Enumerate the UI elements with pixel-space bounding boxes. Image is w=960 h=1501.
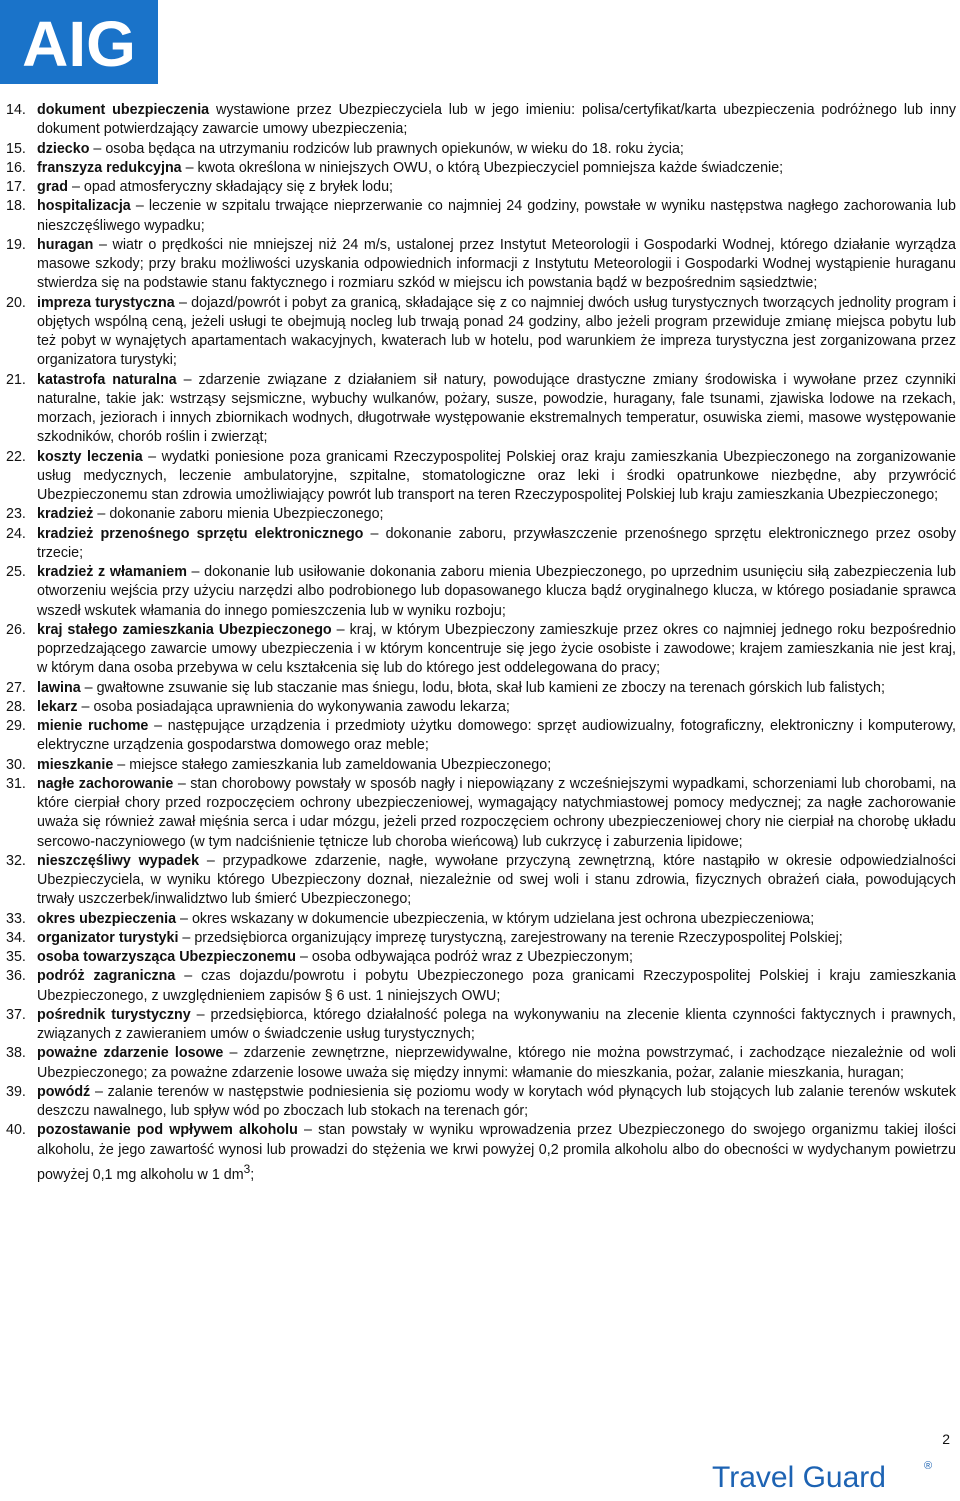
definition-body (37, 929, 956, 948)
definition-text: – wiatr o prędkości nie mniejszej niż 24 m/s, ustalonej przez Instytut Meteorologii i Gospodarki Wodnej, którego działanie wyrządza masowe szkody; przy braku możliwości uzyskania odpowiednich informacji z Instytutu Meteorologii i Gospodarki Wodnej wystąpienie huraganu stwierdza się na podstawie stanu faktycznego i rozmiaru szkód w miejscu ich powstania bądź w bezpośrednim sąsiedztwie; (37, 236, 956, 292)
definition-term: impreza turystyczna (37, 294, 175, 311)
definition-number: 17. (6, 179, 26, 195)
definition-text: – zdarzenie związane z działaniem sił natury, powodujące drastyczne zmiany środowiska i wywołane przez czynniki naturalne, takie jak: wstrząsy sejsmiczne, wybuchy wulkanów, pożary, susze, powodzie, huragany, fale tsunami, zjawiska lodowe na rzekach, morzach, jeziorach i innych zbiornikach wodnych, długotrwałe występowanie ekstremalnych temperatur, osuwiska ziemi, masowe występowanie szkodników, chorób roślin i zwierząt; (37, 371, 956, 446)
definition-term: lawina (37, 679, 81, 696)
definition-item (6, 101, 956, 140)
definition-body (37, 1121, 956, 1185)
definition-body (37, 178, 956, 197)
definition-number: 16. (6, 159, 26, 176)
definition-term: nagłe zachorowanie (37, 775, 174, 792)
definition-item (6, 159, 956, 178)
definition-item (6, 1044, 956, 1083)
definition-item (6, 775, 956, 852)
definition-text: – dojazd/powrót i pobyt za granicą, składające się z co najmniej dwóch usług turystycznych tworzących jednolity program i objętych wspólną ceną, jeżeli usługi te obejmują nocleg lub trwają ponad 24 godziny, albo jeżeli program przewiduje zmianę miejsca pobytu lub też pobyt w wynajętych apartamentach wakacyjnych, kwaterach lub w hotelu, pod warunkiem że impreza turystyczna jest zorganizowana przez organizatora turystyki; (37, 294, 956, 369)
definition-term: organizator turystyki (37, 929, 179, 946)
definition-number: 37. (6, 1006, 26, 1023)
definition-text: – dokonanie zaboru mienia Ubezpieczonego; (93, 506, 384, 523)
aig-logo-text: AIG (22, 8, 136, 80)
definition-term: franszyza redukcyjna (37, 159, 182, 176)
definition-term: kradzież (37, 506, 94, 523)
definition-item (6, 717, 956, 756)
definition-item (6, 448, 956, 506)
travel-guard-logo (710, 1456, 950, 1496)
definition-item (6, 756, 956, 775)
definition-item (6, 294, 956, 371)
definition-item (6, 1121, 956, 1185)
definition-text: – miejsce stałego zamieszkania lub zameldowania Ubezpieczonego; (113, 756, 552, 773)
definition-superscript: 3 (243, 1161, 251, 1176)
definition-item (6, 371, 956, 448)
definition-number: 14. (6, 102, 26, 118)
definition-item (6, 929, 956, 948)
definition-text: – osoba posiadająca uprawnienia do wykonywania zawodu lekarza; (77, 698, 510, 715)
definition-item (6, 679, 956, 698)
definition-body (37, 101, 956, 140)
definition-term: hospitalizacja (37, 198, 131, 215)
definition-tail: ; (250, 1166, 255, 1183)
definition-number: 19. (6, 236, 26, 253)
page-number: 2 (942, 1431, 950, 1447)
definition-text: – wydatki poniesione poza granicami Rzeczypospolitej Polskiej oraz kraju zamieszkania Ubezpieczonego na zorganizowanie usług medycznych, leczenie ambulatoryjne, szpitalne, stomatologiczne oraz leki i środki opatrunkowe niezbędne, aby przywrócić Ubezpieczonemu stan zdrowia umożliwiający powrót lub transport na teren Rzeczypospolitej Polskiej lub kraju zamieszkania Ubezpieczonego; (37, 448, 956, 503)
definition-term: poważne zdarzenie losowe (37, 1045, 224, 1062)
definition-number: 23. (6, 506, 26, 523)
definition-item (6, 197, 956, 236)
definition-text: – opad atmosferyczny składający się z bryłek lodu; (67, 179, 393, 195)
definition-item (6, 948, 956, 967)
definition-text: – dokonanie lub usiłowanie dokonania zaboru mienia Ubezpieczonego, po uprzednim usunięciu siłą zabezpieczenia lub otworzeniu wejścia przy użyciu narzędzi albo podrobionego lub dopasowanego klucza bądź oryginalnego klucza, w którego posiadanie sprawca wszedł wskutek włamania do innego pomieszczenia lub w wyniku rozboju; (37, 564, 957, 619)
definition-number: 25. (6, 564, 26, 580)
definition-term: lekarz (37, 698, 78, 715)
definition-number: 26. (6, 621, 26, 638)
definition-number: 33. (6, 910, 26, 927)
definition-item (6, 910, 956, 929)
definition-number: 27. (6, 679, 26, 696)
definition-term: katastrofa naturalna (37, 371, 177, 388)
definition-item (6, 1083, 956, 1122)
definition-text: – kraj, w którym Ubezpieczony zamieszkuje przez okres co najmniej jednego roku bezpośrednio poprzedzającego zawarcie umowy ubezpieczenia i w którym koncentruje się jego życie osobiste i zawodowe; krajem zamieszkania nie jest kraj, w którym dana osoba przebywa w celu kształcenia się lub do którego jest oddelegowana do pracy; (37, 621, 956, 677)
definition-term: dokument ubezpieczenia (37, 102, 210, 118)
definition-body (37, 448, 956, 506)
definition-number: 36. (6, 968, 26, 985)
definition-text: – następujące urządzenia i przedmioty użytku domowego: sprzęt audiowizualny, fotograficzny, elektroniczny i komputerowy, elektryczne urządzenia gospodarstwa domowego oraz meble; (37, 718, 956, 754)
definition-body (37, 698, 956, 717)
definition-body (37, 1006, 956, 1045)
definition-text: – kwota określona w niniejszych OWU, o którą Ubezpieczyciel pomniejsza każde świadczenie; (181, 159, 784, 176)
definition-item (6, 621, 956, 679)
definition-number: 18. (6, 198, 26, 215)
definitions-list (6, 101, 956, 1185)
definition-number: 29. (6, 718, 26, 734)
definition-body (37, 140, 956, 159)
definition-number: 39. (6, 1083, 26, 1100)
definition-body (37, 563, 956, 621)
definition-term: osoba towarzysząca Ubezpieczonemu (37, 949, 297, 965)
definition-number: 35. (6, 949, 26, 965)
definition-text: – osoba odbywająca podróż wraz z Ubezpieczonym; (296, 949, 633, 965)
definition-number: 40. (6, 1122, 26, 1139)
definition-term: koszty leczenia (37, 448, 143, 465)
definition-number: 38. (6, 1045, 26, 1062)
definition-text: – przypadkowe zdarzenie, nagłe, wywołane przyczyną zewnętrzną, które nastąpiło w okresie odpowiedzialności Ubezpieczyciela, w wyniku którego Ubezpieczony doznał, niezależnie od swej woli i stanu zdrowia, fizycznych obrażeń ciała, powodujących trwały uszczerbek/inwalidztwo lub śmierć Ubezpieczonego; (37, 852, 956, 908)
definition-body (37, 775, 956, 852)
definition-text: – dokonanie zaboru, przywłaszczenie przenośnego sprzętu elektronicznego przez osoby trzecie; (37, 525, 956, 561)
definition-text: – przedsiębiorca, którego działalność polega na wykonywaniu na zlecenie klienta czynności faktycznych i prawnych, związanych z zawieraniem umów o świadczenie usług turystycznych; (37, 1006, 956, 1042)
definition-term: podróż zagraniczna (37, 968, 176, 985)
definition-item (6, 178, 956, 197)
definition-body (37, 679, 956, 698)
definition-text: – czas dojazdu/powrotu i pobytu Ubezpieczonego poza granicami Rzeczypospolitej Polskiej i kraju zamieszkania Ubezpieczonego, z uwzględnieniem zapisów § 6 ust. 1 niniejszych OWU; (37, 968, 956, 1004)
definition-term: mienie ruchome (37, 718, 149, 734)
definition-body (37, 967, 956, 1006)
definition-text: – przedsiębiorca organizujący imprezę turystyczną, zarejestrowany na terenie Rzeczypospolitej Polskiej; (178, 929, 843, 946)
definition-body (37, 756, 956, 775)
definition-body (37, 717, 956, 756)
definition-body (37, 159, 956, 178)
definition-term: dziecko (37, 140, 90, 157)
definition-text: wystawione przez Ubezpieczyciela lub w jego imieniu: polisa/certyfikat/karta ubezpieczenia podróżnego lub inny dokument potwierdzający zawarcie umowy ubezpieczenia; (37, 102, 957, 138)
definition-number: 28. (6, 698, 26, 715)
definition-item (6, 505, 956, 524)
definition-text: – leczenie w szpitalu trwające nieprzerwanie co najmniej 24 godziny, powstałe w wyniku następstwa nagłego zachorowania lub nieszczęśliwego wypadku; (37, 198, 956, 234)
definition-text: – stan chorobowy powstały w sposób nagły i niepowiązany z wcześniejszymi wypadkami, schorzeniami lub chorobami, na które cierpiał chory przed rozpoczęciem ochrony ubezpieczeniowej, wymagający natychmiastowej pomocy medycznej; za nagłe zachorowanie uważa się również zawał mięśnia serca i udar mózgu, jeżeli przed rozpoczęciem ochrony ubezpieczeniowej chory nie cierpiał na chorobę układu sercowo-naczyniowego (w tym nadciśnienie tętnicze lub choroba wieńcową) lub cukrzycę i zaburzenia lipidowe; (37, 775, 957, 850)
definition-text: – zalanie terenów w następstwie podniesienia się poziomu wody w korytach wód płynących lub stojących lub zalanie terenów wskutek deszczu nawalnego, lub spływ wód po zboczach lub stokach na terenach gór; (37, 1083, 956, 1119)
definition-term: kradzież z włamaniem (37, 564, 187, 580)
definition-term: mieszkanie (37, 756, 114, 773)
definition-number: 30. (6, 756, 26, 773)
definition-term: huragan (37, 236, 94, 253)
definition-item (6, 140, 956, 159)
definition-term: grad (37, 179, 68, 195)
definition-text: – stan powstały w wyniku wprowadzenia przez Ubezpieczonego do swojego organizmu takiej ilości alkoholu, że jego zawartość wynosi lub prowadzi do stężenia we krwi powyżej 0,2 promila alkoholu albo do obecności w wydychanym powietrzu powyżej 0,1 mg alkoholu w 1 dm (37, 1122, 956, 1183)
definition-body (37, 505, 956, 524)
definition-number: 24. (6, 525, 26, 542)
definition-term: nieszczęśliwy wypadek (37, 852, 200, 869)
definition-item (6, 852, 956, 910)
definition-body (37, 948, 956, 967)
definition-number: 20. (6, 294, 26, 311)
definition-text: – okres wskazany w dokumencie ubezpieczenia, w którym udzielana jest ochrona ubezpieczeniowa; (176, 910, 815, 927)
definition-body (37, 294, 956, 371)
travel-guard-logo-text: Travel Guard (712, 1461, 886, 1494)
definition-body (37, 197, 956, 236)
definition-term: pośrednik turystyczny (37, 1006, 191, 1023)
definition-number: 31. (6, 775, 26, 792)
definition-text: – gwałtowne zsuwanie się lub staczanie mas śniegu, lodu, błota, skał lub kamieni ze zboczy na terenach górskich lub falistych; (80, 679, 885, 696)
definition-term: powódź (37, 1083, 91, 1100)
definition-number: 21. (6, 371, 26, 388)
definition-item (6, 236, 956, 294)
definition-number: 34. (6, 929, 26, 946)
definition-body (37, 1044, 956, 1083)
definition-body (37, 236, 956, 294)
definition-number: 32. (6, 852, 26, 869)
definition-item (6, 967, 956, 1006)
definition-body (37, 371, 956, 448)
definition-body (37, 852, 956, 910)
definition-number: 22. (6, 448, 26, 465)
definition-text: – zdarzenie zewnętrzne, nieprzewidywalne, którego nie można powstrzymać, i zachodzące niezależnie od woli Ubezpieczonego; za poważne zdarzenie losowe uważa się między innymi: włamanie do mieszkania, pożar, zalanie mieszkania, huragan; (37, 1045, 956, 1081)
definition-item (6, 1006, 956, 1045)
definition-item (6, 525, 956, 564)
definition-item (6, 563, 956, 621)
definition-body (37, 525, 956, 564)
definition-body (37, 910, 956, 929)
aig-logo (0, 0, 158, 84)
definition-term: okres ubezpieczenia (37, 910, 177, 927)
definition-body (37, 1083, 956, 1122)
definition-number: 15. (6, 140, 26, 157)
definition-item (6, 698, 956, 717)
definition-term: kraj stałego zamieszkania Ubezpieczonego (37, 621, 332, 638)
definition-term: pozostawanie pod wpływem alkoholu (37, 1122, 298, 1139)
registered-mark: ® (924, 1460, 933, 1472)
definition-term: kradzież przenośnego sprzętu elektronicznego (37, 525, 364, 542)
definition-text: – osoba będąca na utrzymaniu rodziców lub prawnych opiekunów, w wieku do 18. roku życia; (89, 140, 684, 157)
definition-body (37, 621, 956, 679)
